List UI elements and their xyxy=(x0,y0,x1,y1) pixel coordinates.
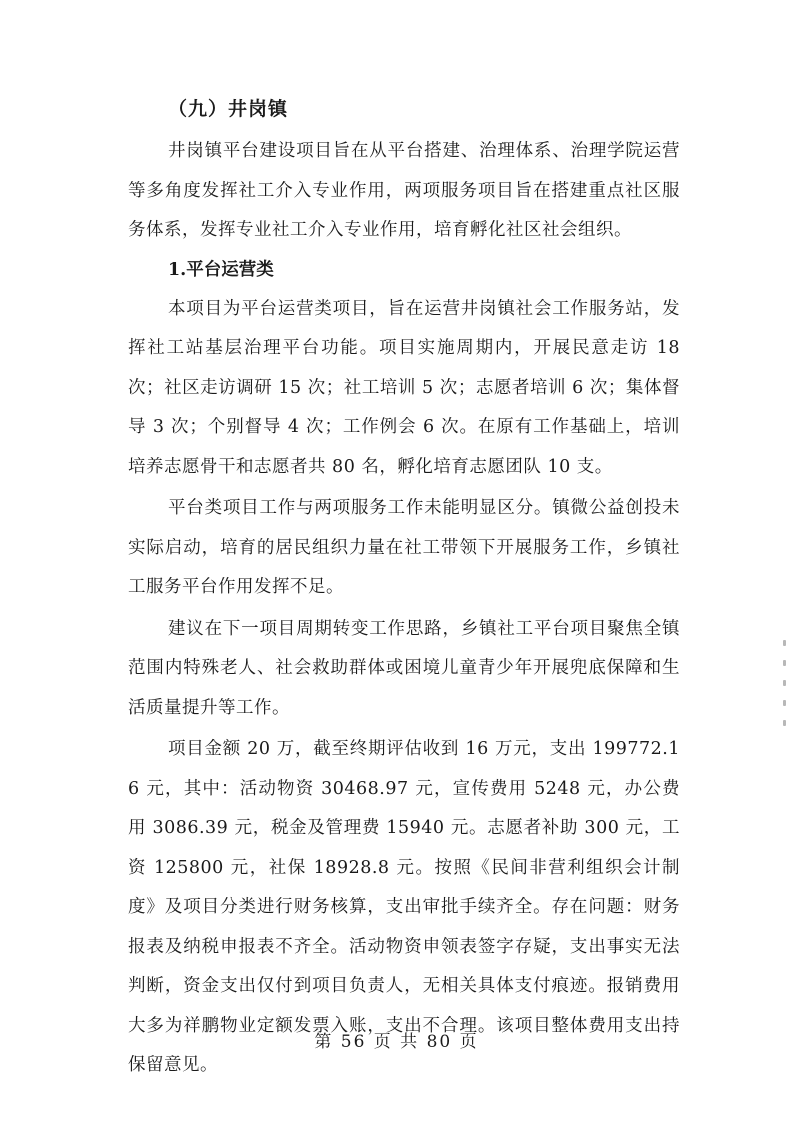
page-number: 第 56 页 共 80 页 xyxy=(314,1032,479,1052)
paragraph-suggestion: 建议在下一项目周期转变工作思路，乡镇社工平台项目聚焦全镇范围内特殊老人、社会救助群体或困境儿童青少年开展兜底保障和生活质量提升等工作。 xyxy=(128,618,680,718)
section-intro: 井岗镇平台建设项目旨在从平台搭建、治理体系、治理学院运营等多角度发挥社工介入专业作用，两项服务项目旨在搭建重点社区服务体系，发挥专业社工介入专业作用，培育孵化社区社会组织。 xyxy=(128,141,680,240)
paragraph-issues: 平台类项目工作与两项服务工作未能明显区分。镇微公益创投未实际启动，培育的居民组织力量在社工带领下开展服务工作，乡镇社工服务平台作用发挥不足。 xyxy=(128,498,680,597)
subsection-title: 1.平台运营类 xyxy=(168,259,274,280)
scan-edge-marks xyxy=(779,640,789,760)
paragraph-summary: 本项目为平台运营类项目，旨在运营井岗镇社会工作服务站，发挥社工站基层治理平台功能。项目实施周期内，开展民意走访 18 次；社区走访调研 15 次；社工培训 5 次；志愿者培训 6 次；集体督导 3 次；个别督导 4 次；工作例会 6 次。在原有工作基础上，培训培养志愿骨干和志愿者共 80 名，孵化培育志愿团队 10 支。 xyxy=(128,298,680,477)
page-content xyxy=(128,86,680,1086)
paragraph-finance: 项目金额 20 万，截至终期评估收到 16 万元，支出 199772.16 元，其中：活动物资 30468.97 元，宣传费用 5248 元，办公费用 3086.39 元，税金及管理费 15940 元。志愿者补助 300 元，工资 125800 元，社保 18928.8 元。按照《民间非营利组织会计制度》及项目分类进行财务核算，支出审批手续齐全。存在问题：财务报表及纳税申报表不齐全。活动物资申领表签字存疑，支出事实无法判断，资金支出仅付到项目负责人，无相关具体支付痕迹。报销费用大多为祥鹏物业定额发票入账，支出不合理。该项目整体费用支出持保留意见。 xyxy=(128,739,680,1075)
section-title: （九）井岗镇 xyxy=(168,98,289,120)
